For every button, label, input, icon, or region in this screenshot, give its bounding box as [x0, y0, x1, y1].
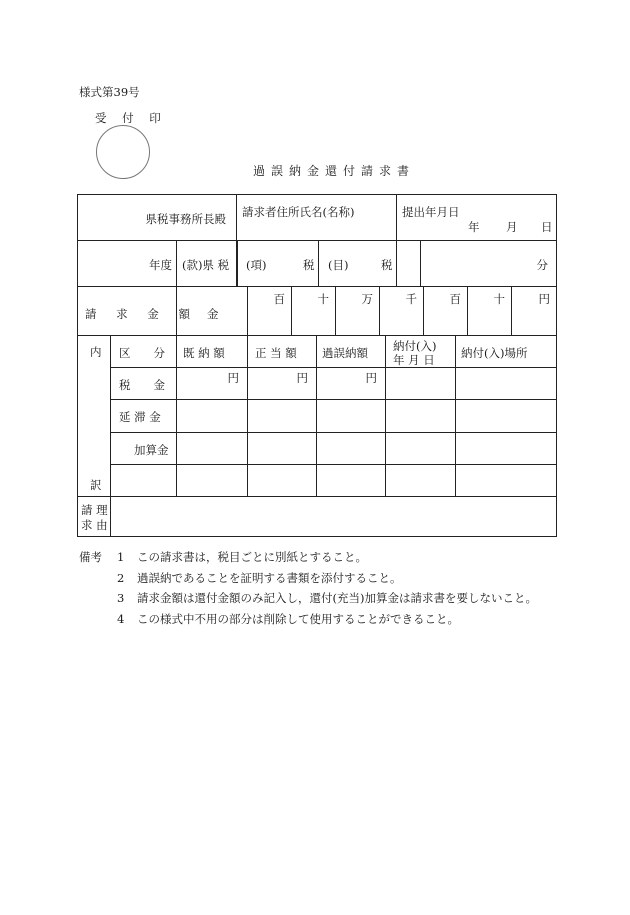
- amount-cell[interactable]: [317, 400, 386, 432]
- digit-cell[interactable]: [468, 287, 512, 336]
- digit-unit-label: 万: [361, 292, 373, 306]
- place-cell[interactable]: [456, 464, 557, 496]
- reason-label-line2: 求 由: [81, 518, 108, 532]
- claimant-label: 請求者住所氏名(名称): [242, 205, 355, 219]
- header-date-label: 年 月 日: [393, 353, 435, 367]
- digit-unit-label: 十: [317, 292, 329, 306]
- place-cell[interactable]: [456, 400, 557, 432]
- header-category: [111, 336, 177, 368]
- digit-unit-label: 円: [538, 292, 550, 306]
- yen-label: 円: [365, 371, 377, 386]
- header-payment-place-label: 納付(入)場所: [461, 346, 528, 360]
- divider: [318, 240, 319, 287]
- notes-heading: 備考: [79, 550, 102, 564]
- period-label: 分: [536, 258, 548, 272]
- note-text: この請求書は，税目ごとに別紙とすること。: [137, 550, 367, 564]
- reason-input-cell[interactable]: [111, 497, 557, 537]
- note-text: 請求金額は還付金額のみ記入し，還付(充当)加算金は請求書を要しないこと。: [137, 591, 537, 605]
- kou-moku-cell[interactable]: [237, 241, 397, 287]
- kou-label: (項): [246, 258, 267, 272]
- amount-cell[interactable]: [248, 400, 317, 432]
- date-cell[interactable]: [386, 464, 456, 496]
- row-label: 加算金: [134, 442, 169, 457]
- row-label-delinquency: [111, 400, 177, 432]
- fiscal-year-label: 年度: [149, 258, 172, 272]
- header-payment-label: 納付(入): [393, 339, 437, 353]
- claimant-cell[interactable]: [237, 195, 397, 241]
- amount-cell[interactable]: [317, 368, 386, 400]
- divider: [176, 240, 177, 287]
- row-label-tax: [111, 368, 177, 400]
- note-item: [79, 588, 537, 609]
- period-cell[interactable]: [397, 241, 557, 287]
- note-item: [79, 609, 537, 630]
- digit-cell[interactable]: [248, 287, 292, 336]
- year-label: 年: [468, 220, 480, 234]
- reason-label-cell: [78, 497, 111, 537]
- row-label-blank[interactable]: [111, 464, 177, 496]
- digit-cell[interactable]: [336, 287, 380, 336]
- amount-cell[interactable]: [248, 432, 317, 464]
- kin-label: 金: [207, 307, 219, 321]
- header-already-paid: [177, 336, 248, 368]
- header-payment-date: [386, 336, 456, 368]
- digit-cell[interactable]: [512, 287, 557, 336]
- claim-amount-label-cell: [78, 287, 198, 336]
- row-label: 延 滞 金: [119, 410, 161, 425]
- moku-label: (目): [328, 258, 349, 272]
- note-text: 過誤納であることを証明する書類を添付すること。: [137, 570, 402, 585]
- digit-unit-label: 百: [273, 292, 285, 306]
- note-number: 1: [117, 550, 125, 564]
- yen-label: 円: [296, 371, 308, 386]
- row-label: 税 金: [119, 378, 165, 393]
- digit-unit-label: 十: [493, 292, 505, 306]
- amount-cell[interactable]: [177, 400, 248, 432]
- fiscal-year-cell[interactable]: [78, 241, 237, 287]
- breakdown-side-cell: [78, 336, 111, 497]
- place-cell[interactable]: [456, 432, 557, 464]
- reception-stamp-circle: [96, 125, 150, 179]
- note-number: 3: [117, 591, 125, 605]
- note-number: 2: [117, 570, 125, 585]
- stamp-label: 受 付 印: [95, 111, 167, 125]
- note-item: [79, 547, 537, 568]
- form-number: 様式第39号: [79, 85, 140, 99]
- amount-cell[interactable]: [177, 432, 248, 464]
- date-cell[interactable]: [386, 432, 456, 464]
- amount-cell[interactable]: [248, 368, 317, 400]
- reason-label-line1: 請 理: [81, 503, 108, 517]
- header-overpaid-amount: [317, 336, 386, 368]
- date-cell[interactable]: [386, 368, 456, 400]
- notes-section: [79, 547, 537, 629]
- office-cell[interactable]: [78, 195, 237, 241]
- claim-amount-table: [77, 286, 557, 336]
- yen-label: 円: [227, 371, 239, 386]
- digit-cell[interactable]: [380, 287, 424, 336]
- amount-cell[interactable]: [317, 464, 386, 496]
- header-proper-amount-label: 正 当 額: [255, 346, 297, 360]
- digit-cell[interactable]: [292, 287, 336, 336]
- document-title: 過誤納金還付請求書: [253, 164, 416, 178]
- month-label: 月: [506, 220, 518, 234]
- breakdown-side-bottom: 訳: [90, 478, 102, 492]
- digit-unit-label: 百: [449, 292, 461, 306]
- claim-amount-label: 請 求 金 額: [85, 307, 198, 321]
- amount-cell[interactable]: [248, 464, 317, 496]
- note-text: この様式中不用の部分は削除して使用することができること。: [137, 611, 459, 626]
- place-cell[interactable]: [456, 368, 557, 400]
- office-label: 県税事務所長殿: [145, 212, 226, 226]
- note-number: 4: [117, 611, 125, 626]
- amount-cell[interactable]: [317, 432, 386, 464]
- header-payment-place: [456, 336, 557, 368]
- header-overpaid-amount-label: 過誤納額: [322, 346, 368, 360]
- kan-label: (款)県 税: [182, 258, 230, 272]
- digit-unit-label: 千: [405, 292, 417, 306]
- amount-cell[interactable]: [177, 368, 248, 400]
- submission-date-label: 提出年月日: [402, 205, 460, 219]
- kou-suffix: 税: [303, 258, 315, 272]
- breakdown-side-top: 内: [90, 345, 102, 359]
- submission-date-cell[interactable]: [397, 195, 557, 241]
- header-proper-amount: [248, 336, 317, 368]
- header-category-label: 区 分: [119, 346, 165, 360]
- divider: [420, 240, 421, 287]
- header-already-paid-label: 既 納 額: [183, 346, 225, 360]
- row-label-additional: [111, 432, 177, 464]
- header-table: [77, 194, 557, 287]
- digit-cell[interactable]: [424, 287, 468, 336]
- divider: [237, 240, 238, 287]
- moku-suffix: 税: [381, 258, 393, 272]
- breakdown-table: [77, 335, 557, 537]
- amount-cell[interactable]: [177, 464, 248, 496]
- date-cell[interactable]: [386, 400, 456, 432]
- day-label: 日: [541, 220, 553, 234]
- note-item: [79, 568, 537, 589]
